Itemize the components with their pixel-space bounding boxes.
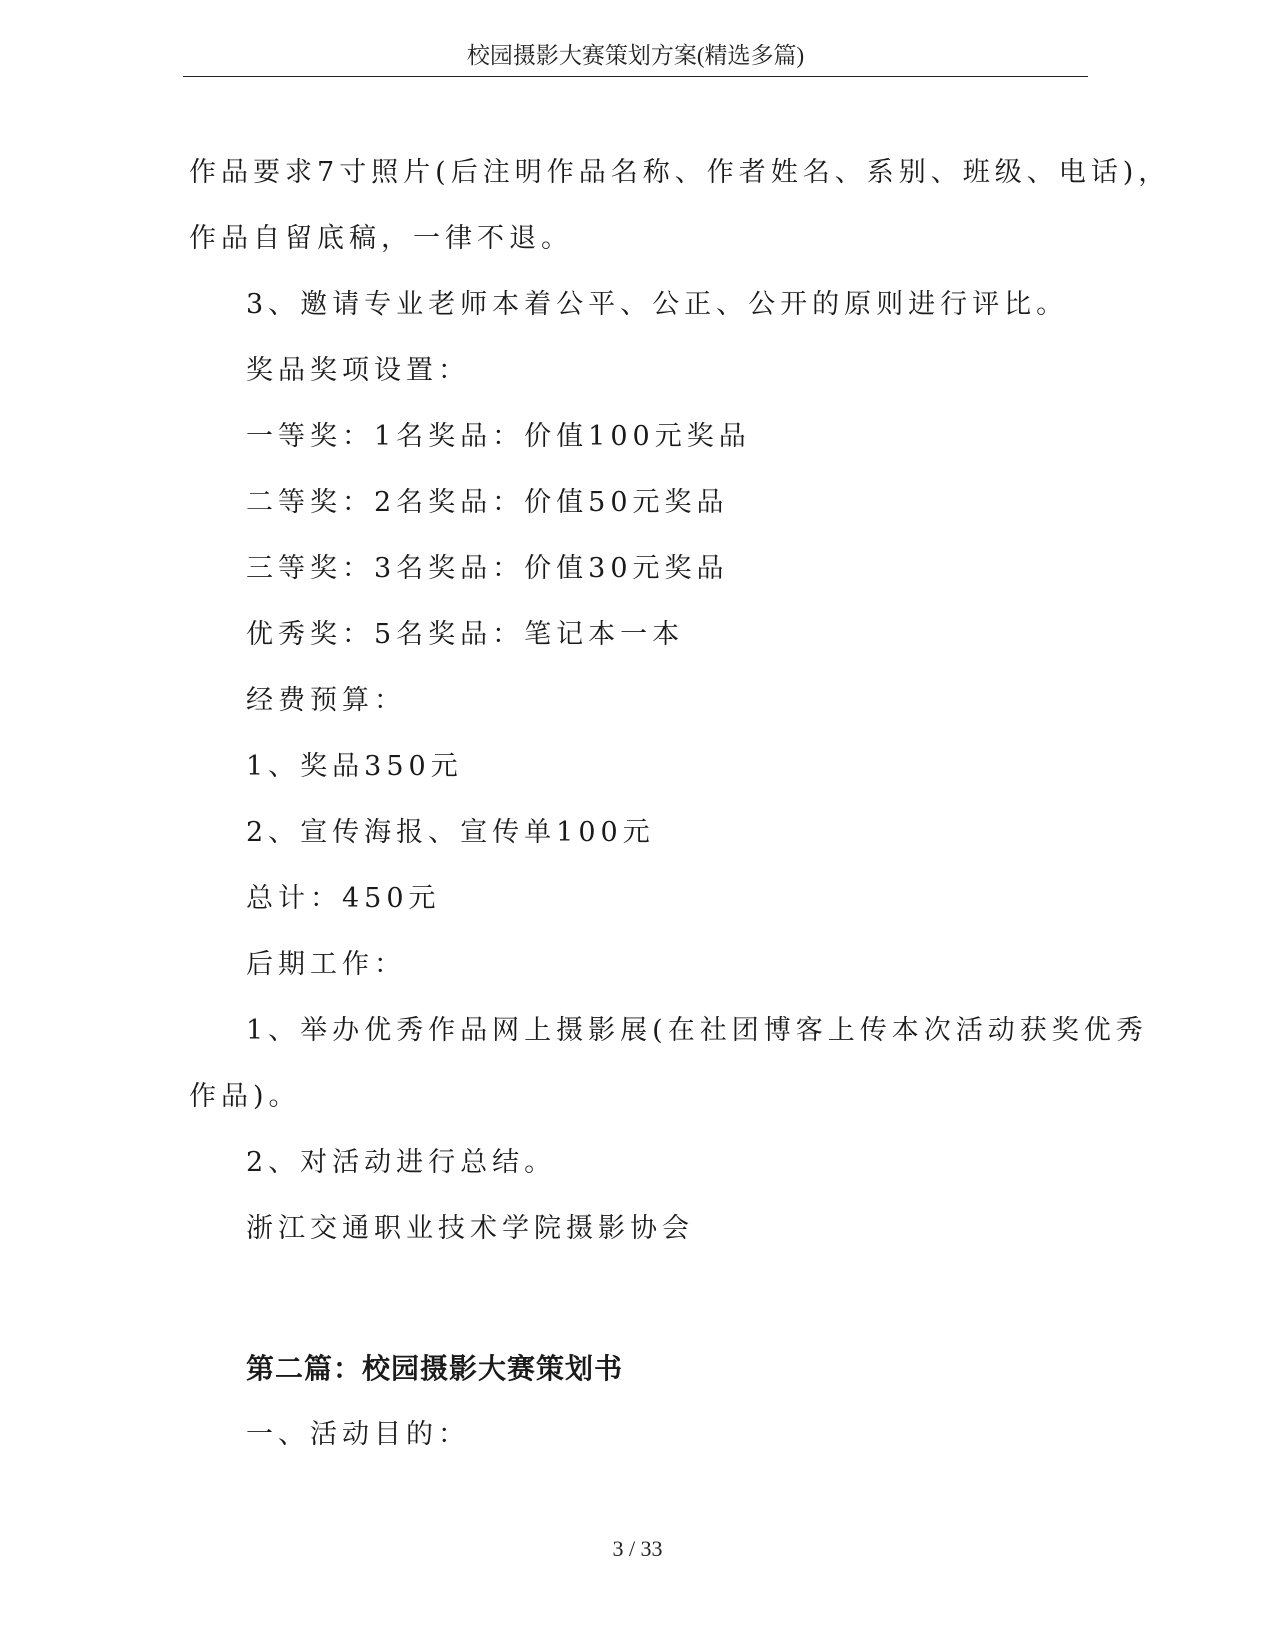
- budget-item: 2、宣传海报、宣传单100元: [246, 817, 655, 848]
- prize-heading: 奖品奖项设置：: [246, 355, 470, 386]
- document-title: 校园摄影大赛策划方案(精选多篇): [466, 43, 805, 68]
- section-spacer: [189, 1262, 1069, 1336]
- followup-heading: 后期工作：: [246, 949, 406, 980]
- budget-heading: 经费预算：: [246, 685, 406, 716]
- budget-total: 总计：450元: [246, 883, 441, 914]
- paragraph-line: 作品要求7寸照片(后注明作品名称、作者姓名、系别、班级、电话)，: [189, 157, 1171, 188]
- prize-item: 优秀奖：5名奖品：笔记本一本: [246, 619, 685, 650]
- budget-item: 1、奖品350元: [246, 751, 463, 782]
- prize-item: 三等奖：3名奖品：价值30元奖品: [246, 553, 729, 584]
- section-title: 第二篇：校园摄影大赛策划书: [246, 1352, 624, 1385]
- document-body: [189, 140, 1171, 1468]
- page-number: 3 / 33: [612, 1536, 663, 1561]
- followup-item: 1、举办优秀作品网上摄影展(在社团博客上传本次活动获奖优秀: [246, 1015, 1148, 1046]
- followup-item-continued: 作品)。: [189, 1081, 301, 1112]
- page-header: [183, 38, 1088, 77]
- subsection-heading: 一、活动目的：: [246, 1419, 470, 1450]
- prize-item: 二等奖：2名奖品：价值50元奖品: [246, 487, 729, 518]
- organizer-signature: 浙江交通职业技术学院摄影协会: [246, 1213, 694, 1244]
- prize-item: 一等奖：1名奖品：价值100元奖品: [246, 421, 751, 452]
- paragraph-line: 3、邀请专业老师本着公平、公正、公开的原则进行评比。: [246, 289, 1069, 320]
- paragraph-line: 作品自留底稿，一律不退。: [189, 223, 573, 254]
- followup-item: 2、对活动进行总结。: [246, 1147, 557, 1178]
